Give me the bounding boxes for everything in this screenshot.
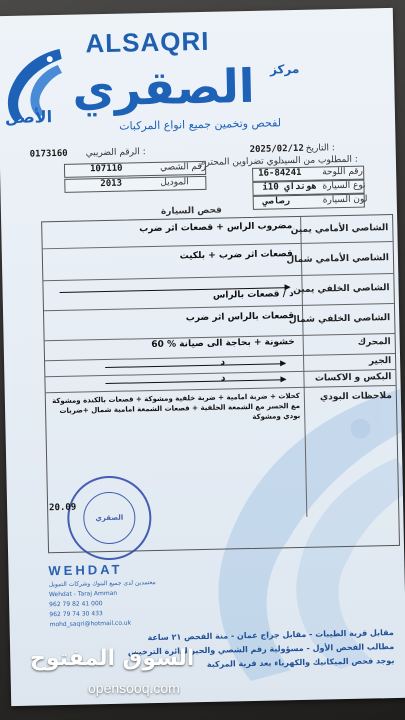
type-value: i10 هونداي [262,181,317,193]
row-value: د / قصعات بالراس [212,289,294,301]
footer-note-1: مطالب الفحص الأول - مسؤولية رقم الشصي والحبر لدائرة الترخيص [127,642,395,657]
branch-address: Wehdat - Taraj Amman [48,589,118,599]
tax-label: الرقم الضريبي : [85,147,146,159]
personal-value: 107110 [89,163,123,175]
row-label: الشاصي الخلفي شمال [288,313,391,326]
footer-address: مقابل قرية الطيبات - مقابل جراج عمان - منة الفحص ٢١ ساعة [147,628,394,643]
row-value: 60 % خشونة + بحاجة الى صيانة [151,337,295,351]
row-value: قصعات اثر ضرب + بلكيت [179,249,293,262]
plate-value: 16-84241 [258,167,302,179]
requester-label: المطلوب من السيد : [279,154,358,167]
stamp-date: 20.09 [49,502,77,514]
color-value: رصاصي [262,196,290,207]
personal-label: رقم الشصي [159,161,207,173]
brand-name-en: ALSAQRI [85,25,210,59]
row-value: مضروب الراس + قصعات اثر ضرب [139,221,293,235]
type-label: نوع السيارة [322,180,366,192]
model-label: الموديل [160,177,189,188]
row-label: البكس و الاكسات [314,372,392,384]
footer-note-2: يوجد فحص الميكانيك والكهرباء بعد قرية المركبة [206,656,395,669]
branch-subtitle: معتمدين لدى جميع البنوك وشركات التمويل [48,579,156,589]
opensooq-name-ar: السوق المفتوح [30,646,195,671]
row-label: الشاصي الخلفي يمين [293,283,390,296]
inspection-document [0,8,405,706]
date-label: التاريخ : [305,143,336,154]
plate-label: رقم اللوحة [322,166,364,178]
branch-name: WEHDAT [48,561,123,579]
row-label: المحرك [357,337,391,348]
row-label: الشاصي الأمامي يمين [290,223,389,236]
row-label: الجير [368,356,392,367]
row-value: قصعات بالراس اثر ضرب [185,311,295,324]
row-label: الشاصي الأمامي شمال [286,253,390,266]
body-notes-text: كحلات + ضربة امامية + ضربة خلفية ومشوكة + قصعات بالكندة ومشوكة مع الجسر مع الشمعة الخلفية + قصعات الشمعة امامية شمال +ضربات بودي ومشوكة [51,391,301,421]
row-value: د [220,357,226,368]
brand-asl-label: الأصل [4,107,53,128]
stamp-text: الصقري [95,513,124,523]
brand-name-ar: الصقري [71,58,256,117]
row-label: ملاحظات البودي [319,391,392,403]
requester-value: لوي تضراوين المحترم [199,156,282,168]
brand-tagline: لفحص وتخمين جميع انواع المركبات [119,116,282,133]
branch-phone-2: 962 79 74 30 433 [49,610,103,619]
tax-value: 0173160 [29,148,68,160]
section-title: فحص السيارة [160,205,223,217]
color-label: لون السيارة [322,194,368,206]
branch-phone-1: 962 79 82 41 000 [49,600,103,609]
arrow-mark [106,379,286,384]
branch-email: mohd_saqri@hotmail.co.uk [49,619,132,629]
date-value: 2025/02/12 [249,143,304,155]
opensooq-name-en: opensooq.com [88,680,180,696]
row-value: د [220,373,226,384]
brand-center-label: مركز [269,61,300,77]
model-value: 2013 [100,178,123,190]
opensooq-watermark [0,640,405,720]
arrow-mark [105,363,285,368]
